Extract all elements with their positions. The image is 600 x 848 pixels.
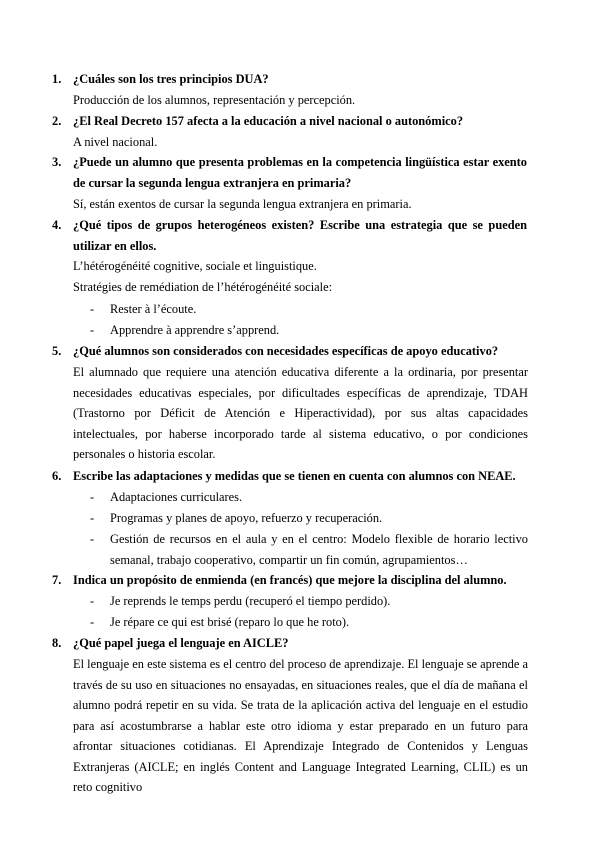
question-text: ¿Qué tipos de grupos heterogéneos existen? Escribe una estrategia que se pueden utilizar en ellos. xyxy=(73,218,527,253)
question-text: ¿Cuáles son los tres principios DUA? xyxy=(73,72,269,86)
question-text: ¿Qué papel juega el lenguaje en AICLE? xyxy=(73,636,289,650)
bullet-text: Programas y planes de apoyo, refuerzo y recuperación. xyxy=(110,511,383,525)
question-text: ¿Qué alumnos son considerados con necesidades específicas de apoyo educativo? xyxy=(73,344,499,358)
answer-8: El lenguaje en este sistema es el centro del proceso de aprendizaje. El lenguaje se aprende a través de su uso en situaciones no ensayadas, en situaciones reales, que el día de mañana el alumno podrá repetir en su vida. Se trata de la aplicación activa del lenguaje en el estudio para así acostumbrarse a hablar este otro idioma y estar preparado en un futuro para afrontar situaciones cotidianas. El Aprendizaje Integrado de Contenidos y Lenguas Extranjeras (AICLE; en inglés Content and Language Integrated Learning, CLIL) es un reto cognitivo xyxy=(73,657,528,794)
bullet-text: Gestión de recursos en el aula y en el centro: Modelo flexible de horario lectivo semanal, trabajo cooperativo, compartir un fin común, agrupamientos… xyxy=(110,532,528,567)
bullet-text: Adaptaciones curriculares. xyxy=(110,490,243,504)
question-number: 8. xyxy=(52,636,62,650)
bullet-item xyxy=(90,591,528,612)
question-number: 7. xyxy=(52,573,62,587)
answer-4-line-2: Stratégies de remédiation de l’hétérogénéité sociale: xyxy=(73,280,333,294)
bullet-item xyxy=(90,529,528,570)
bullet-text: Apprendre à apprendre s’apprend. xyxy=(110,323,280,337)
bullet-item xyxy=(90,320,528,341)
bullet-marker: - xyxy=(90,594,95,608)
question-number: 3. xyxy=(52,155,62,169)
question-3 xyxy=(52,152,527,193)
question-text: ¿El Real Decreto 157 afecta a la educación a nivel nacional o autonómico? xyxy=(73,114,464,128)
question-text: Escribe las adaptaciones y medidas que se tienen en cuenta con alumnos con NEAE. xyxy=(73,469,516,483)
bullet-marker: - xyxy=(90,323,95,337)
bullet-item xyxy=(90,612,528,633)
bullet-item xyxy=(90,508,528,529)
question-number: 2. xyxy=(52,114,62,128)
answer-3: Sí, están exentos de cursar la segunda lengua extranjera en primaria. xyxy=(73,197,412,211)
bullet-text: Rester à l’écoute. xyxy=(110,302,197,316)
question-8 xyxy=(52,633,527,654)
bullet-marker: - xyxy=(90,615,95,629)
question-5 xyxy=(52,341,527,362)
question-number: 4. xyxy=(52,218,62,232)
question-7 xyxy=(52,570,527,591)
question-text: Indica un propósito de enmienda (en francés) que mejore la disciplina del alumno. xyxy=(73,573,507,587)
question-4 xyxy=(52,215,527,256)
question-text: ¿Puede un alumno que presenta problemas en la competencia lingüística estar exento de cursar la segunda lengua extranjera en primaria? xyxy=(73,155,527,190)
bullet-marker: - xyxy=(90,532,95,546)
bullet-marker: - xyxy=(90,490,95,504)
answer-5: El alumnado que requiere una atención educativa diferente a la ordinaria, por presentar necesidades educativas especiales, por dificultades específicas de aprendizaje, TDAH (Trastorno por Déficit de Atención e Hiperactividad), por sus altas capacidades intelectuales, por haberse incorporado tarde al sistema educativo, o por condiciones personales o historia escolar. xyxy=(73,365,528,461)
bullet-text: Je reprends le temps perdu (recuperó el tiempo perdido). xyxy=(110,594,391,608)
bullet-item xyxy=(90,299,528,320)
question-2 xyxy=(52,111,527,132)
answer-4-line-1: L’hétérogénéité cognitive, sociale et linguistique. xyxy=(73,259,317,273)
answer-2: A nivel nacional. xyxy=(73,135,158,149)
question-number: 5. xyxy=(52,344,62,358)
bullet-item xyxy=(90,487,528,508)
bullet-text: Je répare ce qui est brisé (reparo lo que he roto). xyxy=(110,615,350,629)
question-1 xyxy=(52,69,527,90)
question-number: 6. xyxy=(52,469,62,483)
bullet-marker: - xyxy=(90,511,95,525)
answer-1: Producción de los alumnos, representación y percepción. xyxy=(73,93,356,107)
bullet-marker: - xyxy=(90,302,95,316)
question-number: 1. xyxy=(52,72,62,86)
question-6 xyxy=(52,466,527,487)
